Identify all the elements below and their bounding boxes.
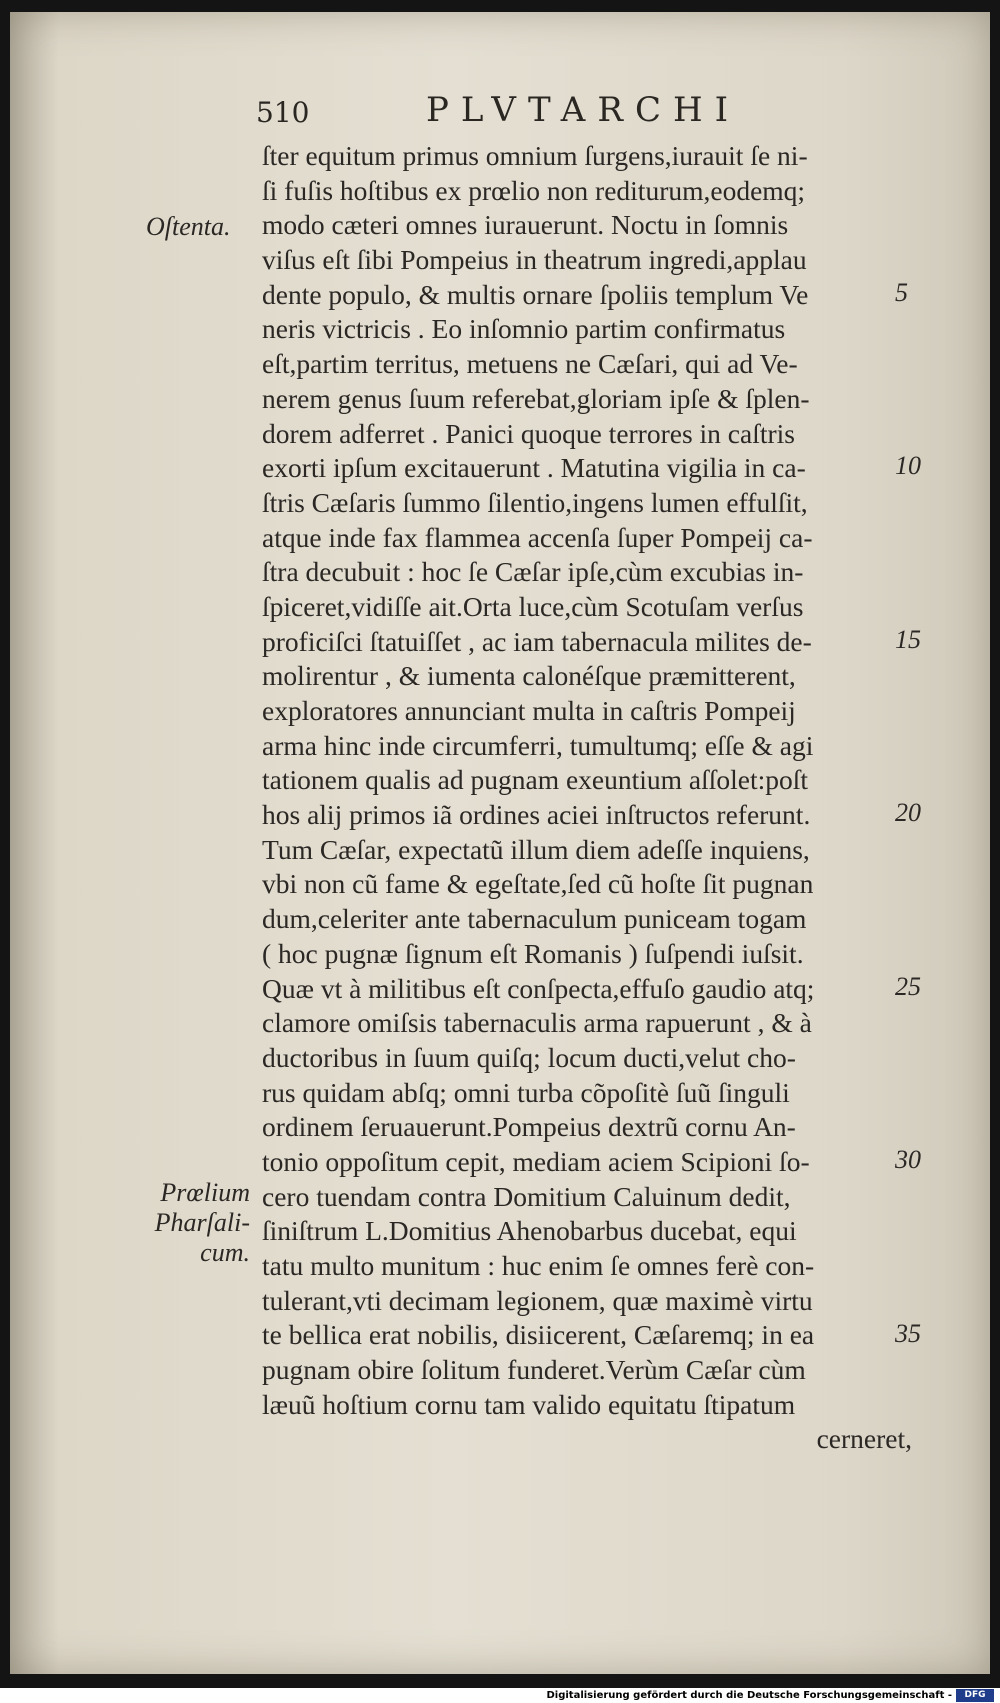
- text-line: læuũ hoſtium cornu tam valido equitatu ſtipatum: [262, 1388, 796, 1420]
- marginal-note-praelium: [146, 1178, 250, 1268]
- text-line: Quæ vt à militibus eſt conſpecta,effuſo gaudio atq;: [262, 972, 815, 1004]
- line-number: 20: [895, 798, 921, 827]
- text-line: eſt,partim territus, metuens ne Cæſari, qui ad Ve-: [262, 348, 798, 380]
- line-number: 35: [895, 1319, 921, 1348]
- text-line: arma hinc inde circumferri, tumultumq; eſſe & agi: [262, 729, 814, 761]
- page-header: [256, 90, 906, 138]
- text-line: tonio oppoſitum cepit, mediam aciem Scipioni ſo-: [262, 1145, 810, 1177]
- text-line: pugnam obire ſolitum funderet.Verùm Cæſar cùm: [262, 1354, 806, 1386]
- marginal-note-line: Pharſali-: [154, 1208, 250, 1237]
- text-line: hos alij primos iã ordines aciei inſtructos referunt.: [262, 799, 811, 831]
- line-number: 30: [895, 1145, 921, 1174]
- text-line: tationem qualis ad pugnam exeuntium aſſolet:poſt: [262, 764, 809, 796]
- text-line: ordinem ſeruauerunt.Pompeius dextrũ cornu An-: [262, 1111, 796, 1143]
- text-line: ſpiceret,vidiſſe ait.Orta luce,cùm Scotuſam verſus: [262, 590, 804, 622]
- text-line: ſter equitum primus omnium ſurgens,iurauit ſe ni-: [262, 140, 808, 171]
- marginal-note-text: Oſtenta.: [146, 212, 231, 241]
- text-line: cero tuendam contra Domitium Caluinum dedit,: [262, 1180, 791, 1212]
- text-line: ( hoc pugnæ ſignum eſt Romanis ) ſuſpendi iuſsit.: [262, 937, 804, 969]
- text-line: dorem adferret . Panici quoque terrores in caſtris: [262, 417, 795, 449]
- text-line: vbi non cũ fame & egeſtate,ſed cũ hoſte ſit pugnan: [262, 868, 814, 900]
- page-number: 510: [256, 96, 310, 129]
- footer-credit: Digitalisierung gefördert durch die Deutsche Forschungsgemeinschaft -: [546, 1690, 952, 1701]
- marginal-note-ostenta: [146, 212, 231, 242]
- text-line: proficiſci ſtatuiſſet , ac iam tabernacula milites de-: [262, 625, 812, 657]
- text-line: exploratores annunciant multa in caſtris Pompeij: [262, 695, 796, 726]
- text-line: dente populo, & multis ornare ſpoliis templum Ve: [262, 278, 809, 310]
- line-number: 10: [895, 451, 921, 480]
- running-title: PLVTARCHI: [426, 90, 741, 130]
- text-line: tatu multo munitum : huc enim ſe omnes ferè con-: [262, 1250, 815, 1281]
- catchword: cerneret,: [816, 1423, 912, 1455]
- marginal-note-line: Prœlium: [160, 1178, 250, 1207]
- text-line: molirentur , & iumenta calonéſque præmitterent,: [262, 660, 796, 692]
- text-line: viſus eſt ſibi Pompeius in theatrum ingredi,applau: [262, 244, 807, 276]
- text-line: atque inde fax flammea accenſa ſuper Pompeij ca-: [262, 521, 813, 553]
- line-number: 25: [895, 972, 921, 1001]
- text-line: dum,celeriter ante tabernaculum puniceam togam: [262, 903, 807, 935]
- text-line: rus quidam abſq; omni turba cõpoſitè ſuũ ſinguli: [262, 1076, 790, 1108]
- text-line: ſtris Cæſaris ſummo ſilentio,ingens lumen effulſit,: [262, 486, 808, 518]
- text-line: te bellica erat nobilis, disiicerent, Cæſaremq; in ea: [262, 1319, 815, 1351]
- dfg-logo: DFG: [956, 1689, 994, 1702]
- text-line: neris victricis . Eo inſomnio partim confirmatus: [262, 313, 786, 345]
- text-line: exorti ipſum excitauerunt . Matutina vigilia in ca-: [262, 452, 806, 484]
- text-line: ſiniſtrum L.Domitius Ahenobarbus ducebat, equi: [262, 1215, 797, 1247]
- line-number: 5: [895, 278, 908, 307]
- text-line: tulerant,vti decimam legionem, quæ maximè virtu: [262, 1284, 813, 1316]
- line-number: 15: [895, 625, 921, 654]
- text-line: ductoribus in ſuum quiſq; locum ducti,velut cho-: [262, 1041, 796, 1073]
- marginal-note-line: cum.: [200, 1238, 250, 1267]
- text-line: nerem genus ſuum referebat,gloriam ipſe & ſplen-: [262, 382, 810, 414]
- text-line: modo cæteri omnes iurauerunt. Noctu in ſomnis: [262, 209, 789, 241]
- text-line: Tum Cæſar, expectatũ illum diem adeſſe inquiens,: [262, 833, 810, 865]
- text-line: ſtra decubuit : hoc ſe Cæſar ipſe,cùm excubias in-: [262, 556, 804, 588]
- text-line: clamore omiſsis tabernaculis arma rapuerunt , & à: [262, 1007, 812, 1039]
- main-text: [262, 139, 922, 1457]
- text-line: ſi fuſis hoſtibus ex prœlio non rediturum,eodemq;: [262, 174, 806, 206]
